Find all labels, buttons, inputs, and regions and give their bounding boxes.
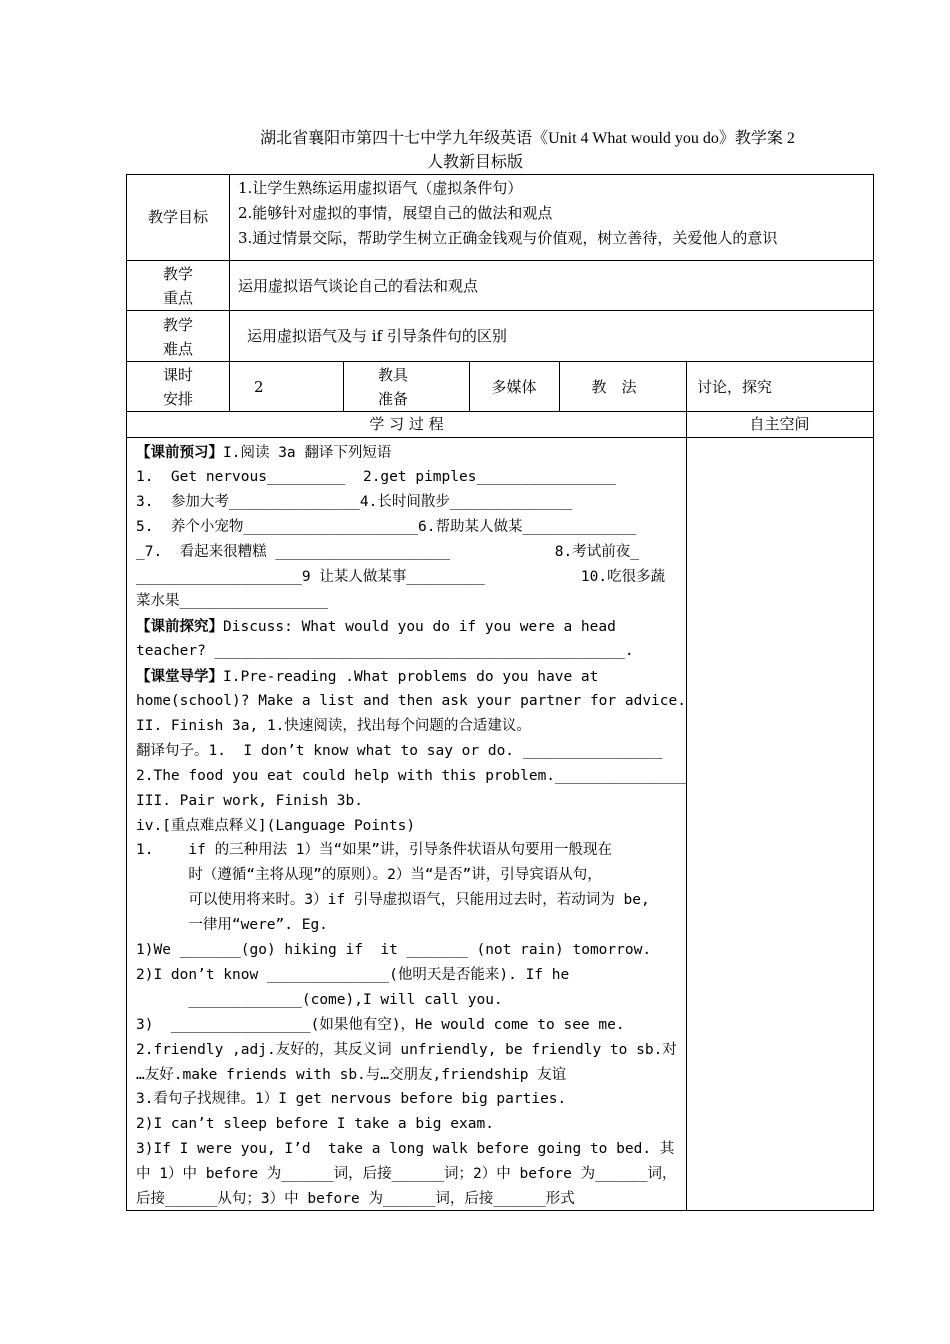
goal-item: 3.通过情景交际，帮助学生树立正确金钱观与价值观，树立善待，关爱他人的意识 bbox=[238, 229, 778, 247]
process-line: 后接______从句；3）中 before 为______词，后接______形式 bbox=[136, 1191, 575, 1207]
process-line: 翻译句子。1. I don’t know what to say or do. ________________ bbox=[136, 742, 663, 759]
process-line: home(school)? Make a list and then ask your partner for advice. bbox=[136, 693, 686, 709]
process-line: 【课前预习】I.阅读 3a 翻译下列短语 bbox=[136, 444, 392, 461]
tools-label-1: 教具 bbox=[377, 366, 408, 384]
process-line: 1)We _______(go) hiking if it _______ (not rain) tomorrow. bbox=[136, 942, 652, 958]
doc-subtitle: 人教新目标版 bbox=[426, 154, 523, 171]
process-line: 中 1）中 before 为______词，后接______词；2）中 before 为______词， bbox=[136, 1166, 677, 1183]
process-line: 时（遵循“主将从现”的原则）。2）当“是否”讲，引导宾语从句， bbox=[136, 867, 602, 884]
process-line: 3)If I were you, I’d take a long walk before going to bed. 其 bbox=[136, 1141, 675, 1158]
schedule-value: 2 bbox=[254, 378, 264, 396]
doc-title: 湖北省襄阳市第四十七中学九年级英语《Unit 4 What would you do》教学案 2 bbox=[260, 130, 795, 147]
process-line: 5. 养个小宠物____________________6.帮助某人做某_____________ bbox=[136, 518, 636, 535]
process-line: _____________(come),I will call you. bbox=[136, 991, 503, 1008]
process-line: III. Pair work, Finish 3b. bbox=[136, 792, 363, 809]
method-label: 教 法 bbox=[591, 378, 637, 396]
schedule-label-2: 安排 bbox=[162, 390, 193, 408]
process-line: 【课堂导学】I.Pre-reading .What problems do you have at bbox=[136, 668, 599, 686]
schedule-label-1: 课时 bbox=[162, 366, 193, 384]
goal-item: 2.能够针对虚拟的事情，展望自己的做法和观点 bbox=[238, 204, 553, 222]
focus-label-2: 重点 bbox=[162, 289, 193, 307]
process-header: 学 习 过 程 bbox=[369, 415, 444, 433]
process-line: II. Finish 3a, 1.快速阅读，找出每个问题的合适建议。 bbox=[136, 717, 531, 734]
process-line: _7. 看起来很糟糕 ____________________ 8.考试前夜_ bbox=[136, 543, 639, 560]
process-line: 菜水果_________________ bbox=[136, 593, 328, 610]
process-line: 一律用“were”. Eg. bbox=[136, 917, 328, 934]
difficulty-label-1: 教学 bbox=[162, 316, 193, 334]
focus-label-1: 教学 bbox=[162, 265, 193, 283]
process-line: teacher? _______________________________________________. bbox=[136, 643, 634, 660]
process-line: 1. if 的三种用法 1）当“如果”讲，引导条件状语从句要用一般现在 bbox=[136, 842, 612, 859]
process-line: iv.[重点难点释义](Language Points) bbox=[136, 817, 416, 834]
process-line: ___________________9 让某人做某事_________ 10.吃很多蔬 bbox=[136, 568, 666, 585]
process-line: 2)I can’t sleep before I take a big exam. bbox=[136, 1116, 494, 1133]
method-value: 讨论，探究 bbox=[697, 378, 773, 396]
space-header: 自主空间 bbox=[749, 415, 810, 433]
process-line: 2.friendly ,adj.友好的，其反义词 unfriendly, be friendly to sb.对 bbox=[136, 1041, 677, 1058]
tools-label-2: 准备 bbox=[377, 390, 408, 408]
tools-value: 多媒体 bbox=[491, 378, 537, 396]
process-line: 2)I don’t know ______________(他明天是否能来). If he bbox=[136, 966, 570, 983]
goal-item: 1.让学生熟练运用虚拟语气（虚拟条件句） bbox=[238, 179, 523, 197]
process-line: 2.The food you eat could help with this problem._______________ bbox=[136, 767, 686, 784]
goals-label: 教学目标 bbox=[147, 208, 208, 226]
focus-text: 运用虚拟语气谈论自己的看法和观点 bbox=[238, 277, 479, 295]
process-line: 3.看句子找规律。1）I get nervous before big parties. bbox=[136, 1091, 567, 1108]
difficulty-text: 运用虚拟语气及与 if 引导条件句的区别 bbox=[247, 327, 507, 345]
process-line: 3) ________________(如果他有空)，He would come to see me. bbox=[136, 1016, 625, 1033]
difficulty-label-2: 难点 bbox=[162, 340, 193, 358]
process-line: 可以使用将来时。3）if 引导虚拟语气，只能用过去时，若动词为 be, bbox=[136, 892, 650, 909]
process-line: 1. Get nervous_________ 2.get pimples________________ bbox=[136, 468, 617, 485]
process-line: 【课前探究】Discuss: What would you do if you were a head bbox=[136, 618, 616, 636]
process-line: 3. 参加大考_______________4.长时间散步______________ bbox=[136, 493, 573, 510]
process-line: …友好.make friends with sb.与…交朋友,friendship 友谊 bbox=[136, 1066, 567, 1083]
